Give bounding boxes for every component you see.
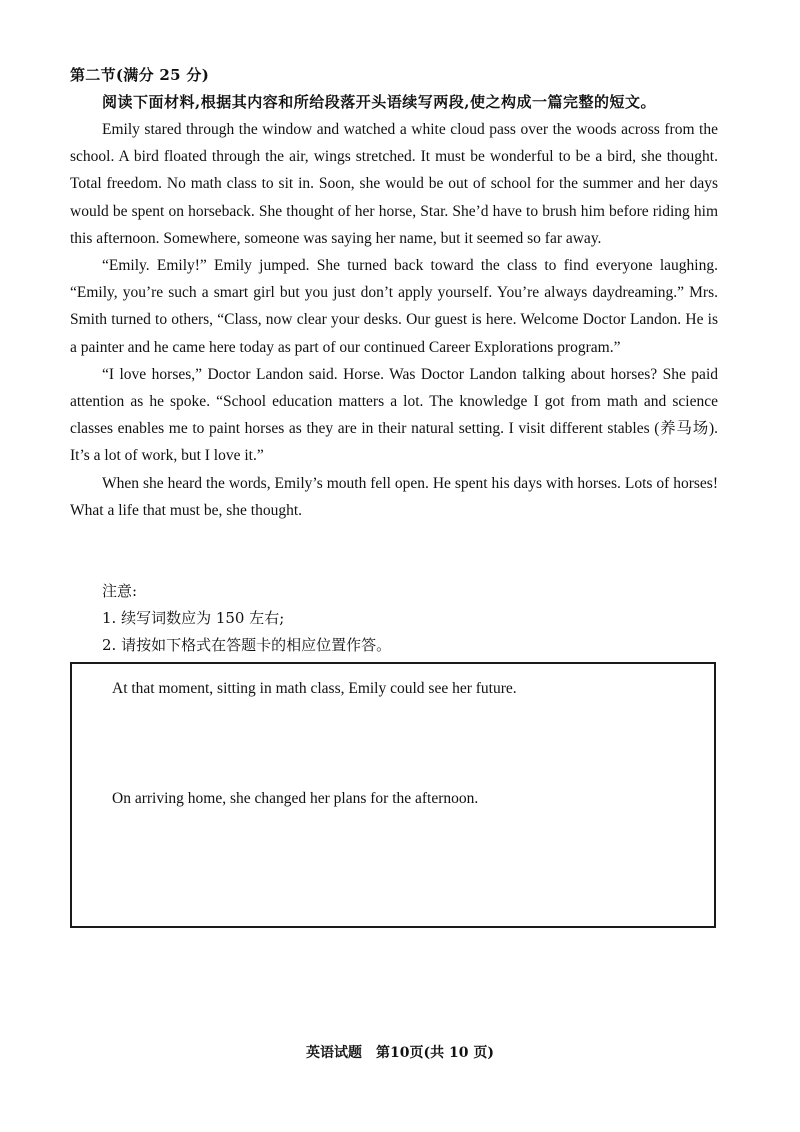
note-item-answer-format: 2. 请按如下格式在答题卡的相应位置作答。 [102,636,392,654]
continuation-prompt-2: On arriving home, she changed her plans for the afternoon. [112,790,479,807]
passage-paragraph-1: Emily stared through the window and watched a white cloud pass over the woods across from the school. A bird floated through the air, wings stretched. It must be wonderful to be a bird, she thought. Total freedom. No math class to sit in. Soon, she would be out of school for the summer and her days would be spent on horseback. She thought of her horse, Star. She’d have to brush him before riding him this afternoon. Somewhere, someone was saying her name, but it seemed so far away. [70,121,718,247]
answer-box [70,662,716,928]
continuation-prompt-1: At that moment, sitting in math class, Emily could see her future. [112,680,517,697]
section-instruction: 阅读下面材料,根据其内容和所给段落开头语续写两段,使之构成一篇完整的短文。 [102,93,656,111]
passage-paragraph-3: “I love horses,” Doctor Landon said. Horse. Was Doctor Landon talking about horses? She paid attention as he spoke. “School education matters a lot. The knowledge I got from math and science classes enables me to paint horses as they are in their natural setting. I visit different stables (养马场). It’s a lot of work, but I love it.” [70,365,718,465]
notes-title: 注意: [102,582,138,600]
note-item-word-count: 1. 续写词数应为 150 左右; [102,609,285,627]
page-footer: 英语试题 第10页(共 10 页) [306,1045,494,1061]
passage-paragraph-4: When she heard the words, Emily’s mouth fell open. He spent his days with horses. Lots of horses! What a life that must be, she thought. [70,474,718,519]
passage-paragraph-2: “Emily. Emily!” Emily jumped. She turned back toward the class to find everyone laughing. “Emily, you’re such a smart girl but you just don’t apply yourself. You’re always daydreaming.” Mrs. Smith turned to others, “Class, now clear your desks. Our guest is here. Welcome Doctor Landon. He is a painter and he came here today as part of our continued Career Explorations program.” [70,257,718,356]
reading-passage [70,116,718,524]
section-title: 第二节(满分 25 分) [70,66,210,84]
